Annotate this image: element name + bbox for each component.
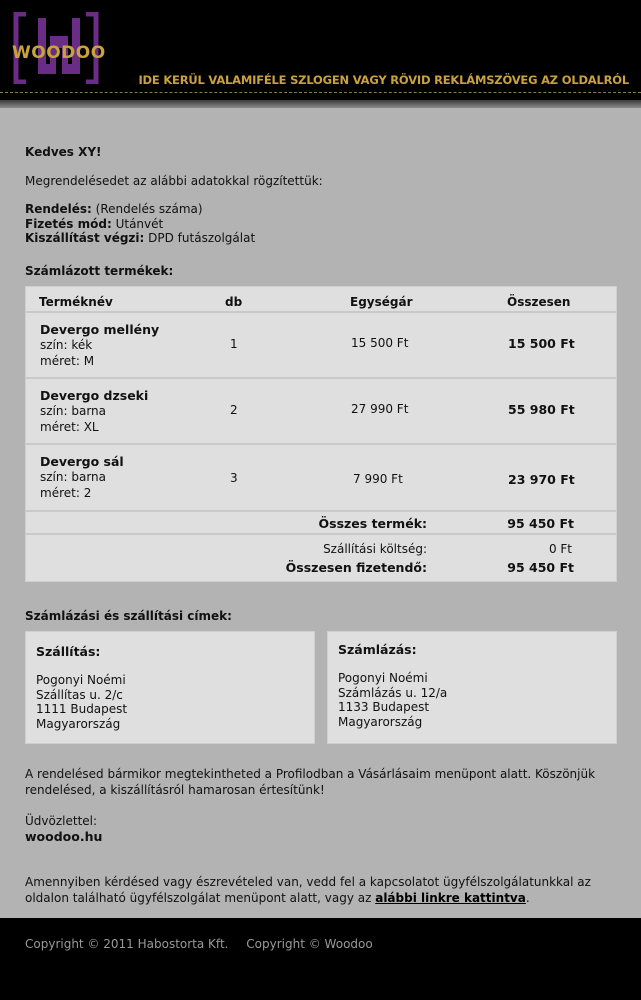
payment-label: Fizetés mód:: [25, 216, 112, 231]
regards: [25, 814, 102, 844]
payment-value: Utánvét: [111, 216, 164, 231]
carrier-label: Kiszállítást végzi:: [25, 231, 145, 245]
header-unit-price: Egységár: [350, 295, 413, 309]
order-note: A rendelésed bármikor megtekintheted a Profilodban a Vásárlásaim menüpont alatt. Köszönjük rendelésed, a kiszállításról hamarosan értesítünk!: [25, 767, 596, 797]
product-attributes: [40, 469, 106, 501]
grand-total-value: 95 450 Ft: [507, 560, 574, 575]
intro-text: Megrendelésedet az alábbi adatokkal rögzítettük:: [25, 174, 323, 188]
product-size: méret: XL: [40, 420, 99, 434]
items-sum-value: 95 450 Ft: [507, 516, 574, 531]
product-color: szín: barna: [40, 470, 106, 484]
order-number-line: [25, 202, 255, 217]
items-sum-label: Összes termék:: [318, 516, 427, 531]
product-unit-price: 7 990 Ft: [353, 472, 403, 486]
contact-end: .: [525, 891, 530, 905]
product-qty: 2: [230, 403, 238, 417]
header-divider: [0, 92, 641, 93]
product-total: 55 980 Ft: [508, 402, 575, 417]
site-name: woodoo.hu: [25, 829, 103, 844]
grand-total-label: Összesen fizetendő:: [285, 560, 427, 575]
address-line: Magyarország: [36, 716, 121, 731]
product-name: Devergo mellény: [40, 322, 160, 337]
product-name: Devergo dzseki: [40, 388, 149, 403]
product-attributes: [40, 337, 94, 369]
footer-copyright: [25, 937, 387, 951]
product-size: méret: 2: [40, 486, 92, 500]
greeting: Kedves XY!: [25, 145, 102, 159]
product-total: 15 500 Ft: [508, 336, 575, 351]
product-qty: 1: [230, 337, 238, 351]
header-qty: db: [225, 295, 243, 309]
shipping-cost-value: 0 Ft: [548, 542, 572, 556]
billing-address-box: [327, 631, 617, 744]
regards-text: Üdvözlettel:: [25, 814, 98, 828]
product-attributes: [40, 403, 106, 435]
contact-link[interactable]: alábbi linkre kattintva: [375, 891, 526, 905]
products-table: [25, 286, 617, 582]
address-line: Magyarország: [338, 714, 423, 729]
email-header: [0, 0, 641, 100]
product-total: 23 970 Ft: [508, 472, 575, 487]
address-line: Pogonyi Noémi: [36, 673, 126, 687]
address-line: Számlázás u. 12/a: [338, 685, 448, 700]
woodoo-logo[interactable]: [12, 12, 108, 84]
row-divider: [26, 443, 616, 445]
row-divider: [26, 510, 616, 512]
carrier-line: [25, 231, 255, 246]
address-line: 1133 Budapest: [338, 700, 430, 714]
order-info: [25, 202, 255, 246]
address-line: Szállítas u. 2/c: [36, 687, 123, 702]
copyright-brand: Copyright © Woodoo: [246, 937, 373, 951]
row-divider: [26, 311, 616, 313]
copyright-company: Copyright © 2011 Habostorta Kft.: [25, 937, 229, 951]
product-size: méret: M: [40, 354, 95, 368]
billing-address-lines: [338, 671, 447, 729]
shipping-address-lines: [36, 673, 127, 731]
row-divider: [26, 377, 616, 379]
header-strip: [0, 100, 641, 108]
contact-body: Amennyiben kérdésed vagy észrevételed van, vedd fel a kapcsolatot ügyfélszolgálatunkkal az oldalon található ügyfélszolgálat menüpont alatt, vagy az: [25, 875, 591, 905]
order-value: (Rendelés száma): [91, 202, 203, 216]
product-qty: 3: [230, 471, 238, 485]
payment-line: [25, 217, 255, 232]
header-total: Összesen: [507, 295, 571, 309]
svg-text:WOODOO: WOODOO: [12, 43, 106, 63]
carrier-value: DPD futászolgálat: [144, 231, 256, 245]
address-line: Pogonyi Noémi: [338, 671, 428, 685]
header-product-name: Terméknév: [39, 295, 113, 309]
product-unit-price: 27 990 Ft: [351, 402, 409, 416]
product-name: Devergo sál: [40, 454, 124, 469]
product-color: szín: kék: [40, 338, 93, 352]
order-label: Rendelés:: [25, 202, 92, 216]
address-line: 1111 Budapest: [36, 702, 128, 716]
row-divider: [26, 533, 616, 535]
addresses-title: Számlázási és szállítási címek:: [25, 609, 232, 623]
product-color: szín: barna: [40, 404, 106, 418]
shipping-address-title: Szállítás:: [36, 644, 101, 659]
shipping-cost-label: Szállítási költség:: [323, 542, 427, 556]
email-footer: [0, 918, 641, 1000]
slogan: IDE KERÜL VALAMIFÉLE SZLOGEN VAGY RÖVID REKLÁMSZÖVEG AZ OLDALRÓL: [138, 73, 629, 87]
contact-text: [25, 874, 620, 906]
shipping-address-box: [25, 631, 315, 744]
billing-address-title: Számlázás:: [338, 642, 417, 657]
product-unit-price: 15 500 Ft: [351, 336, 409, 350]
products-title: Számlázott termékek:: [25, 264, 174, 278]
